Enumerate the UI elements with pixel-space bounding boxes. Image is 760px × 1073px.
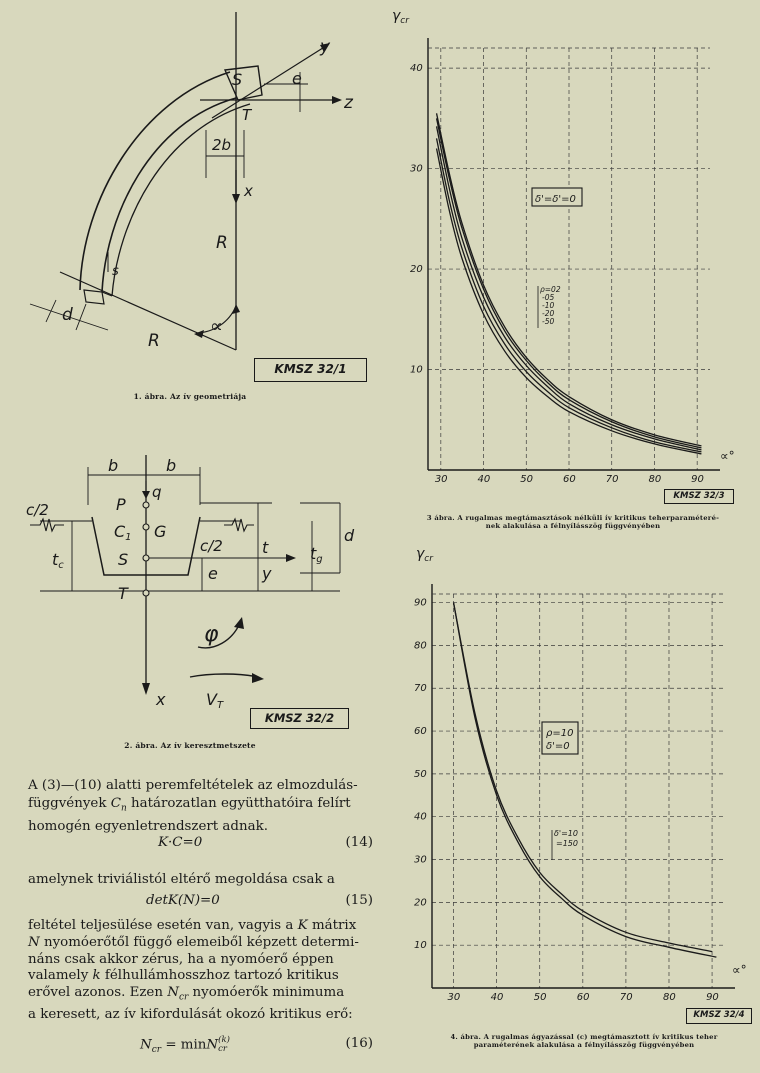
fig1-label-x: x [244,182,253,200]
chart3-ytick-10: 10 [410,364,423,376]
paragraph-3-line-5: erővel azonos. Ezen $N_{cr}$ nyomóerők minimuma [28,985,345,1003]
paragraph-1 [28,777,373,835]
chart4-ylabel: $\gamma_{cr}$ [416,546,433,564]
equation-15-expr: detK(N)=0 [146,893,220,908]
fig1-label-R-diagonal: R [148,331,160,351]
equation-16-expr: $N_{cr} = \min N$ (k) cr [140,1035,230,1056]
fig2-label-tg: tg [310,544,323,565]
chart-3-critical-load-no-support [380,0,760,520]
equation-16 [28,1036,373,1058]
chart4-xtick-90: 90 [706,992,719,1003]
chart4-param-2: =150 [556,839,578,848]
fig2-label-y: y [262,564,272,583]
figure-2-cross-section [0,455,380,745]
fig1-code-box: KMSZ 32/1 [254,358,367,382]
fig1-label-2b: 2b [212,136,232,154]
chart3-ylabel: $\gamma_{cr}$ [392,8,409,26]
chart4-legend-line-2: δ'=0 [546,741,570,752]
chart4-ytick-90: 90 [414,597,427,609]
chart3-param-3: -10 [542,301,555,310]
fig1-label-alpha: ∝ [210,316,223,337]
chart4-ytick-20: 20 [414,897,427,909]
chart4-caption-line-2: paraméterének alakulása a félnyílásszög függvényében [473,1041,695,1050]
paragraph-1-line-3: homogén egyenletrendszert adnak. [28,818,268,834]
paragraph-3 [28,918,373,1023]
chart3-caption-line-1: 3 ábra. A rugalmas megtámasztások nélküli ív kritikus teherparaméteré- [426,514,720,522]
chart4-xlabel: ∝° [732,963,747,977]
chart3-param-annotation [538,285,561,328]
fig2-label-S: S [118,550,129,569]
chart4-code-box: KMSZ 32/4 [686,1008,752,1024]
fig1-label-S: S [232,70,243,89]
fig2-label-b-right: b [166,456,177,475]
chart4-ytick-60: 60 [414,726,427,738]
paragraph-3-line-6: a keresett, az ív kifordulását okozó kritikus erő: [28,1006,353,1022]
equation-14-number: (14) [345,835,373,850]
fig1-caption: 1. ábra. Az ív geometriája [133,392,247,401]
chart3-xtick-90: 90 [691,474,704,485]
fig1-label-e: e [292,69,302,88]
chart4-ytick-30: 30 [414,854,427,866]
chart3-code-box: KMSZ 32/3 [664,489,734,504]
chart3-caption-line-2: nek alakulása a félnyílásszög függvényében [485,522,661,531]
fig2-label-T: T [118,584,128,603]
figure-1-arch-geometry [0,0,380,390]
chart4-ytick-10: 10 [414,940,427,952]
chart3-ytick-40: 40 [410,63,423,75]
fig2-label-G: G [154,522,167,541]
chart4-xtick-50: 50 [533,992,547,1003]
equation-14-expr: K·C=0 [158,835,203,850]
chart3-xtick-30: 30 [434,474,448,485]
equation-15-number: (15) [345,893,373,908]
fig2-label-phi: φ [204,622,219,647]
chart3-xlabel: ∝° [720,449,735,463]
chart3-caption [386,514,760,530]
equation-16-number: (16) [345,1036,373,1051]
chart4-param-1: δ'=10 [554,829,578,838]
fig1-label-R-vertical: R [216,233,228,253]
chart4-ytick-70: 70 [414,683,427,695]
fig2-label-t: t [262,538,269,557]
chart3-param-5: -50 [542,317,555,326]
chart3-xtick-50: 50 [520,474,534,485]
paragraph-3-line-1: feltétel teljesülése esetén van, vagyis a K mátrix [28,918,357,933]
chart4-ytick-40: 40 [414,811,427,823]
chart4-xtick-40: 40 [490,992,504,1003]
chart3-xtick-60: 60 [563,474,576,485]
fig2-label-tc: tc [52,550,64,571]
chart4-param-annotation [552,829,578,860]
chart4-xtick-60: 60 [576,992,590,1003]
chart3-xtick-80: 80 [648,474,662,485]
fig2-label-d: d [344,526,355,545]
equation-15 [28,893,373,911]
chart4-caption [408,1033,760,1049]
fig2-label-e: e [208,564,218,583]
chart-4-critical-load-elastic-bed [380,540,760,1040]
fig1-label-y: y [320,37,331,57]
fig2-label-P: P [116,495,126,514]
chart3-legend-box-text: δ'=δ'=0 [535,194,576,205]
paragraph-1-line-1: A (3)—(10) alatti peremfeltételek az elmozdulás- [28,778,358,793]
paragraph-3-line-2: N nyomóerőtől függő elemeiből képzett determi- [28,934,359,950]
paragraph-1-line-2: függvények $C_n$ határozatlan együtthatóira felírt [28,795,351,814]
fig2-label-C1: C1 [114,522,132,543]
chart4-caption-line-1: 4. ábra. A rugalmas ágyazással (c) megtámasztott ív kritikus teher [450,1033,718,1041]
fig2-label-VT: VT [206,690,224,711]
chart3-xtick-70: 70 [605,474,619,485]
fig1-label-z: z [344,93,353,113]
chart4-xtick-80: 80 [662,992,676,1003]
paragraph-3-line-3: náns csak akkor zérus, ha a nyomóerő éppen [28,951,334,967]
chart3-xtick-40: 40 [477,474,491,485]
chart3-ytick-20: 20 [410,264,423,276]
fig2-label-b-left: b [108,456,119,475]
chart4-legend-line-1: ρ=10 [546,728,574,739]
fig2-label-c2-left: c/2 [26,501,49,519]
paragraph-2: amelynek triviálistól eltérő megoldása csak a [28,872,335,887]
fig1-label-T: T [242,106,252,124]
chart4-xtick-70: 70 [619,992,633,1003]
chart4-ytick-80: 80 [414,640,427,652]
fig1-label-d: d [62,305,73,325]
equation-14 [28,835,373,853]
fig2-label-c2-right: c/2 [200,537,223,555]
chart4-xtick-30: 30 [447,992,461,1003]
chart3-ytick-30: 30 [410,163,423,175]
chart3-param-1: ρ=02 [540,285,561,294]
fig1-label-s: s [112,264,119,279]
chart3-param-4: -20 [542,309,555,318]
fig2-label-x: x [156,690,166,709]
fig2-code-box: KMSZ 32/2 [250,708,349,729]
paragraph-3-line-4: valamely k félhullámhosszhoz tartozó kritikus [28,968,339,984]
fig2-label-q: q [152,483,162,501]
chart4-ytick-50: 50 [414,768,427,780]
chart3-param-2: -05 [542,293,555,302]
fig2-caption: 2. ábra. Az ív keresztmetszete [124,741,256,750]
